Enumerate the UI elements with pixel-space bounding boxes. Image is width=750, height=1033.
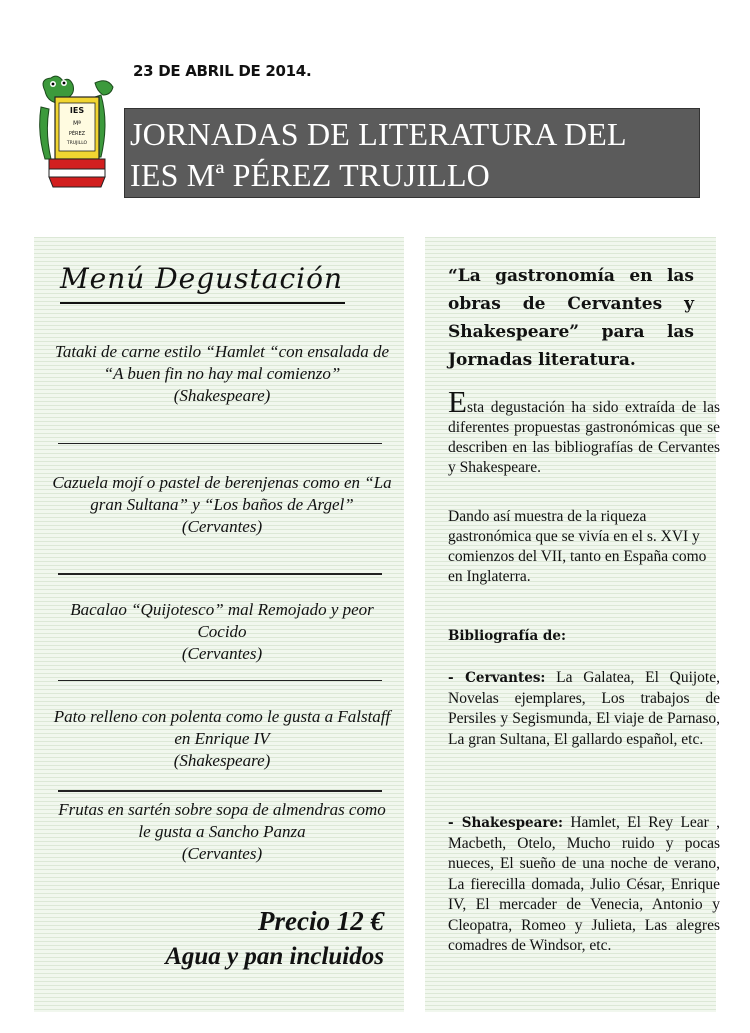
svg-text:PÉREZ: PÉREZ [68,131,86,137]
banner-line-2: IES Mª PÉREZ TRUJILLO [130,157,490,193]
intro-paragraph [448,384,720,478]
info-title: “La gastronomía en las obras de Cervantes y Shakespeare” para las Jornadas literatura. [448,266,694,370]
menu-dish [52,706,392,772]
dish-separator [58,790,382,792]
menu-includes: Agua y pan incluidos [165,943,384,970]
cervantes-works: La Galatea, El Quijote, Novelas ejemplares, Los trabajos de Persiles y Segismunda, El viaje de Parnaso, La gran Sultana, El gallardo español, etc. [448,669,720,748]
bibliography-shakespeare [448,813,720,957]
menu-dish [52,472,392,538]
intro-paragraph-2: Dando así muestra de la riqueza gastronómica que se vivía en el s. XVI y comienzos del VII, tanto en España como en Inglaterra. [448,508,707,585]
intro-text: sta degustación ha sido extraída de las diferentes propuestas gastronómicas que se describen en las bibliografías de Cervantes y Shakespeare. [448,399,720,476]
menu-title: Menú Degustación [60,262,344,295]
menu-dish [52,599,392,665]
school-logo-icon [35,73,117,193]
bibliography-heading: Bibliografía de: [448,628,566,644]
dish-author: (Cervantes) [181,644,263,663]
dish-name: Cazuela mojí o pastel de berenjenas como en “La gran Sultana” y “Los baños de Argel” [52,473,392,514]
menu-dish [52,341,392,407]
cervantes-label: - Cervantes: [448,670,546,686]
dish-separator [58,443,382,444]
svg-text:Mª: Mª [72,120,82,127]
dish-author: (Cervantes) [181,844,263,863]
date-heading: 23 DE ABRIL DE 2014. [133,62,312,80]
dish-name: Pato relleno con polenta como le gusta a Falstaff en Enrique IV [53,707,391,748]
dish-name: Bacalao “Quijotesco” mal Remojado y peor Cocido [70,600,374,641]
dish-author: (Cervantes) [181,517,263,536]
title-banner [124,108,700,198]
shakespeare-works: Hamlet, El Rey Lear , Macbeth, Otelo, Mucho ruido y pocas nueces, El sueño de una noche de verano, La fierecilla domada, Julio César, Enrique IV, El mercader de Venecia, Antonio y Cleopatra, Romeo y Julieta, Las alegres comadres de Windsor, etc. [448,814,721,954]
shakespeare-label: - Shakespeare: [448,815,564,831]
intro-drop-cap: E [448,384,467,419]
dish-name: Tataki de carne estilo “Hamlet “con ensalada de “A buen fin no hay mal comienzo” [54,342,390,383]
menu-dish [52,799,392,865]
menu-title-underline [60,302,345,304]
banner-line-1: JORNADAS DE LITERATURA DEL [130,116,627,152]
svg-text:IES: IES [69,106,85,115]
svg-text:TRUJILLO: TRUJILLO [66,141,88,146]
dish-author: (Shakespeare) [173,386,271,405]
dish-author: (Shakespeare) [173,751,271,770]
dish-name: Frutas en sartén sobre sopa de almendras como le gusta a Sancho Panza [58,800,386,841]
menu-price: Precio 12 € [258,906,384,936]
dish-separator [58,680,382,681]
dish-separator [58,573,382,575]
bibliography-cervantes [448,668,720,750]
